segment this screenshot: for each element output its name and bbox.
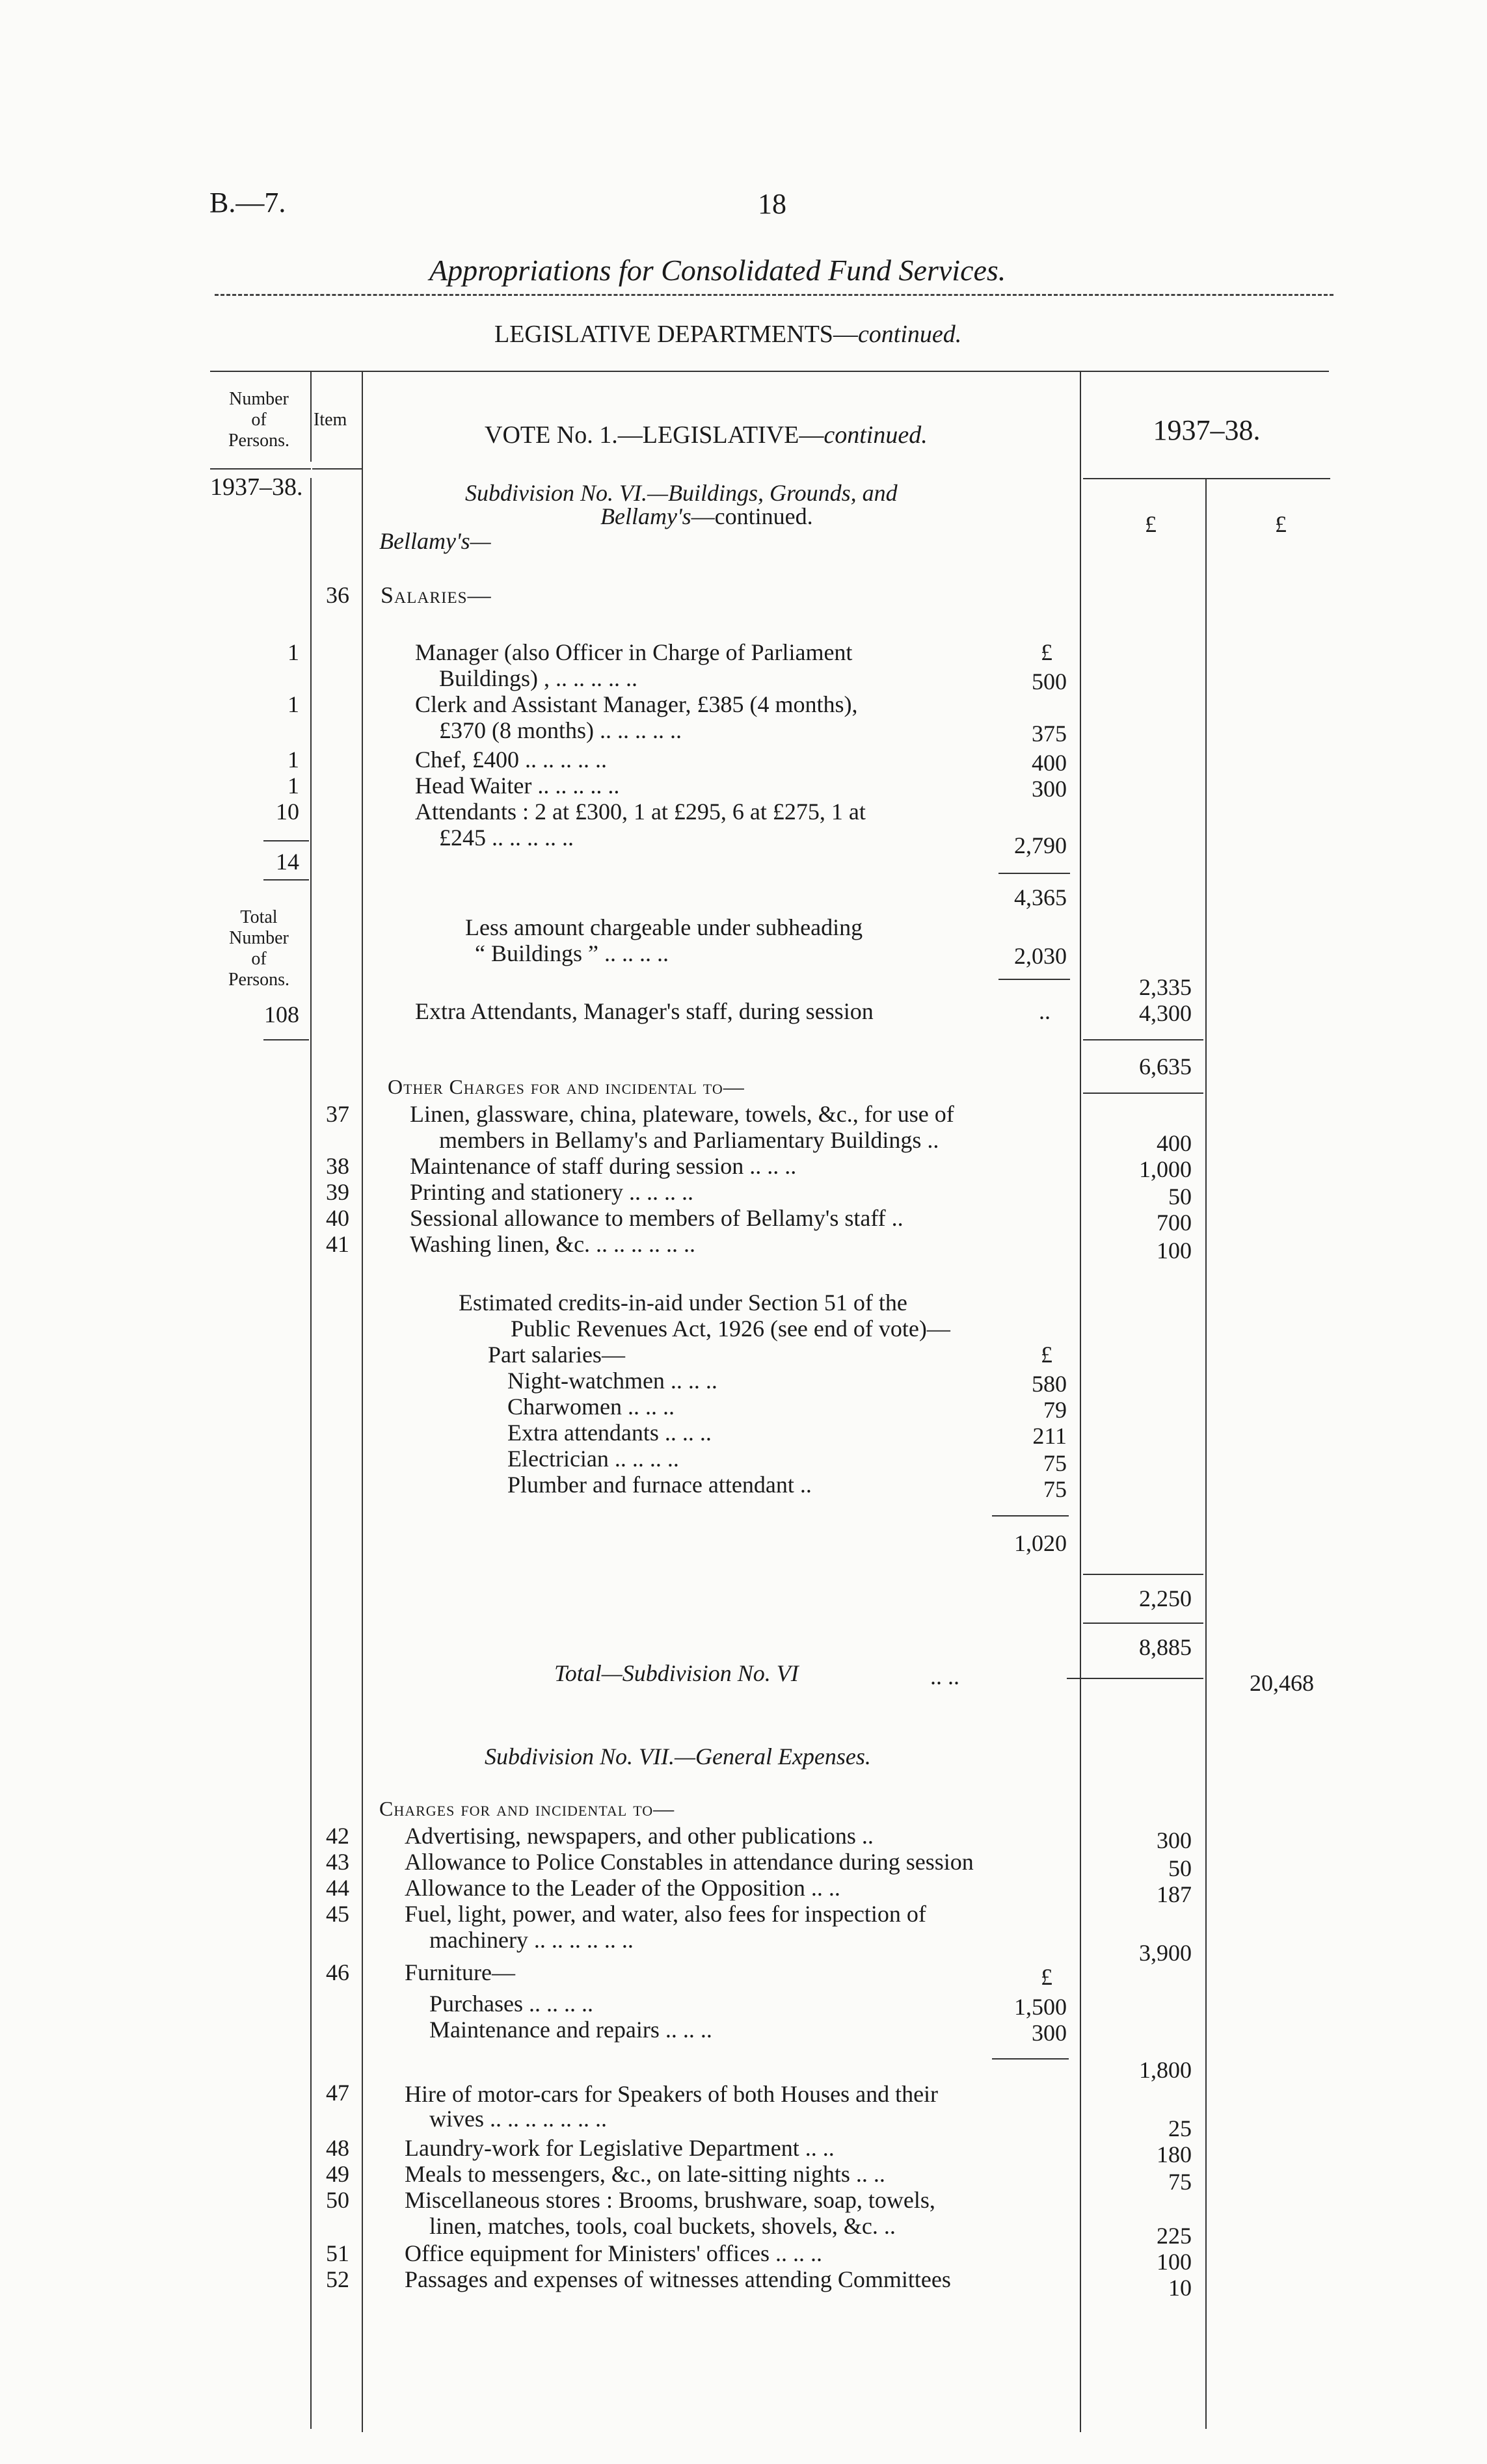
extra-dots: .. xyxy=(1039,998,1051,1024)
amount-head-waiter: 300 xyxy=(1032,776,1067,802)
total-subdivision-vi-label: Total—Subdivision No. VI xyxy=(554,1660,799,1686)
less-rule xyxy=(998,979,1070,980)
amount-stores: 225 xyxy=(1157,2223,1192,2249)
salaries-net: 2,335 xyxy=(1139,974,1192,1000)
amount-passages: 10 xyxy=(1168,2275,1192,2301)
expense-stores: Miscellaneous stores : Brooms, brushware, soap, towels, xyxy=(405,2187,935,2213)
item-45: 45 xyxy=(326,1901,349,1927)
furniture-maintenance-amount: 300 xyxy=(1032,2020,1067,2046)
expense-meals: Meals to messengers, &c., on late-sitting nights .. .. xyxy=(405,2161,885,2187)
running-title: Appropriations for Consolidated Fund Services. xyxy=(429,254,1006,287)
other-total-rule-2 xyxy=(1083,1623,1203,1624)
subdivision-vi-title-2: Bellamy's—continued. xyxy=(600,503,813,529)
persons-col-rule-2 xyxy=(310,478,312,2429)
credits-pound: £ xyxy=(1041,1342,1052,1368)
amount-sessional: 700 xyxy=(1157,1210,1192,1236)
item-38: 38 xyxy=(326,1153,349,1179)
credits-in-aid: Estimated credits-in-aid under Section 51 of the xyxy=(459,1290,907,1316)
page-ref: B.—7. xyxy=(209,187,286,219)
salary-attendants: Attendants : 2 at £300, 1 at £295, 6 at £275, 1 at xyxy=(415,799,866,825)
total-persons: 108 xyxy=(264,1001,299,1027)
credit-plumber: Plumber and furnace attendant .. xyxy=(507,1472,812,1498)
part-salaries: Part salaries— xyxy=(488,1342,625,1368)
persons-head-rule xyxy=(210,468,311,470)
credit-plumber-amount: 75 xyxy=(1043,1476,1067,1502)
item-52: 52 xyxy=(326,2266,349,2292)
amount-maintenance: 1,000 xyxy=(1139,1156,1192,1182)
amount-printing: 50 xyxy=(1168,1184,1192,1210)
item-49: 49 xyxy=(326,2161,349,2187)
expense-advertising: Advertising, newspapers, and other publications .. xyxy=(405,1823,874,1849)
bellamys-heading: Bellamy's— xyxy=(379,528,491,554)
item-40: 40 xyxy=(326,1205,349,1231)
item-51: 51 xyxy=(326,2240,349,2266)
subdivision-vii-title: Subdivision No. VII.—General Expenses. xyxy=(485,1743,871,1769)
persons-bottom-rule xyxy=(263,1039,309,1040)
less-chargeable-2: “ Buildings ” .. .. .. .. xyxy=(475,940,669,966)
furniture-heading: Furniture— xyxy=(405,1959,515,1985)
item-43: 43 xyxy=(326,1849,349,1875)
total-subdivision-vi-amount: 20,468 xyxy=(1250,1670,1314,1696)
expense-police: Allowance to Police Constables in attendance during session xyxy=(405,1849,974,1875)
extra-attendants: Extra Attendants, Manager's staff, during session xyxy=(415,998,874,1024)
less-amount: 2,030 xyxy=(1014,943,1067,969)
vote-title: VOTE No. 1.—LEGISLATIVE—continued. xyxy=(485,421,928,449)
subdivision-vi-grand: 8,885 xyxy=(1139,1634,1192,1660)
furniture-maintenance: Maintenance and repairs .. .. .. xyxy=(429,2017,712,2043)
persons-attendants: 10 xyxy=(276,799,299,825)
charge-sessional: Sessional allowance to members of Bellamy's staff .. xyxy=(410,1205,904,1231)
pound-col-2: £ xyxy=(1275,511,1287,537)
header-rule xyxy=(215,294,1333,296)
table-top-rule xyxy=(210,371,1329,372)
salary-clerk: Clerk and Assistant Manager, £385 (4 months), xyxy=(415,691,858,717)
other-total: 2,250 xyxy=(1139,1585,1192,1611)
pound-col-1: £ xyxy=(1145,511,1157,537)
amount-linen: 400 xyxy=(1157,1130,1192,1156)
year-heading: 1937–38. xyxy=(1153,414,1261,446)
credit-nightwatchmen-amount: 580 xyxy=(1032,1371,1067,1397)
subdivision-vii-heading: Charges for and incidental to— xyxy=(379,1797,675,1820)
page-number: 18 xyxy=(758,188,786,220)
item-48: 48 xyxy=(326,2135,349,2161)
credit-charwomen: Charwomen .. .. .. xyxy=(507,1394,675,1420)
other-charges-heading: Other Charges for and incidental to— xyxy=(388,1075,745,1098)
charge-washing: Washing linen, &c. .. .. .. .. .. .. xyxy=(410,1231,696,1257)
charge-linen: Linen, glassware, china, plateware, towels, &c., for use of xyxy=(410,1101,954,1127)
salary-clerk-2: £370 (8 months) .. .. .. .. .. xyxy=(439,717,682,743)
amount-fuel: 3,900 xyxy=(1139,1940,1192,1966)
subdivision-vi-title: Subdivision No. VI.—Buildings, Grounds, and xyxy=(465,480,898,506)
expense-passages: Passages and expenses of witnesses attending Committees xyxy=(405,2266,951,2292)
item-50: 50 xyxy=(326,2187,349,2213)
persons-total-rule xyxy=(263,879,309,881)
salary-head-waiter: Head Waiter .. .. .. .. .. xyxy=(415,773,620,799)
persons-head-waiter: 1 xyxy=(288,773,299,799)
credits-total: 1,020 xyxy=(1014,1530,1067,1556)
amount-washing: 100 xyxy=(1157,1238,1192,1264)
amount-clerk: 375 xyxy=(1032,721,1067,747)
amount-opposition: 187 xyxy=(1157,1881,1192,1907)
salaries-subtotal-rule xyxy=(998,873,1070,874)
credit-nightwatchmen: Night-watchmen .. .. .. xyxy=(507,1368,717,1394)
year-head-rule xyxy=(1083,478,1330,479)
persons-chef: 1 xyxy=(288,747,299,773)
total-persons-heading: Total Number of Persons. xyxy=(228,907,290,990)
amount-col-left-rule xyxy=(1080,371,1081,2432)
salary-chef: Chef, £400 .. .. .. .. .. xyxy=(415,747,607,773)
expense-office-equipment: Office equipment for Ministers' offices .. .. .. xyxy=(405,2240,823,2266)
persons-year: 1937–38. xyxy=(210,473,303,501)
furniture-total: 1,800 xyxy=(1139,2057,1192,2083)
grand-rule xyxy=(1067,1678,1203,1679)
persons-total-14: 14 xyxy=(276,849,299,875)
charge-linen-2: members in Bellamy's and Parliamentary Buildings .. xyxy=(439,1127,939,1153)
charge-printing: Printing and stationery .. .. .. .. xyxy=(410,1179,693,1205)
item-39: 39 xyxy=(326,1179,349,1205)
credit-extra-attendants: Extra attendants .. .. .. xyxy=(507,1420,712,1446)
credit-extra-attendants-amount: 211 xyxy=(1032,1423,1067,1449)
less-chargeable: Less amount chargeable under subheading xyxy=(465,914,863,940)
amount-meals: 75 xyxy=(1168,2169,1192,2195)
item-37: 37 xyxy=(326,1101,349,1127)
expense-stores-2: linen, matches, tools, coal buckets, shovels, &c. .. xyxy=(429,2213,896,2239)
salaries-total: 6,635 xyxy=(1139,1053,1192,1080)
salaries-heading: Salaries— xyxy=(381,582,492,608)
salary-manager-2: Buildings) , .. .. .. .. .. xyxy=(439,665,638,691)
persons-sum-rule xyxy=(263,840,309,841)
expense-opposition: Allowance to the Leader of the Opposition .. .. xyxy=(405,1875,840,1901)
item-47: 47 xyxy=(326,2080,349,2106)
persons-col-rule xyxy=(310,371,312,462)
salaries-subtotal: 4,365 xyxy=(1014,884,1067,910)
total-subdivision-vi-dots: .. .. xyxy=(930,1663,959,1689)
salary-manager: Manager (also Officer in Charge of Parliament xyxy=(415,639,853,665)
amount-col-mid-rule xyxy=(1205,478,1207,2429)
credits-in-aid-2: Public Revenues Act, 1926 (see end of vote)— xyxy=(511,1316,950,1342)
credit-charwomen-amount: 79 xyxy=(1043,1397,1067,1423)
furniture-pound: £ xyxy=(1041,1964,1052,1990)
amount-chef: 400 xyxy=(1032,750,1067,776)
charge-maintenance: Maintenance of staff during session .. .. .. xyxy=(410,1153,797,1179)
item-44: 44 xyxy=(326,1875,349,1901)
expense-laundry: Laundry-work for Legislative Department .. .. xyxy=(405,2135,835,2161)
item-41: 41 xyxy=(326,1231,349,1257)
salaries-pound: £ xyxy=(1041,639,1052,665)
salaries-total-rule xyxy=(1083,1039,1203,1040)
expense-fuel: Fuel, light, power, and water, also fees for inspection of xyxy=(405,1901,926,1927)
amount-manager: 500 xyxy=(1032,669,1067,695)
furniture-purchases: Purchases .. .. .. .. xyxy=(429,1991,593,2017)
credits-rule xyxy=(992,1515,1069,1517)
item-46: 46 xyxy=(326,1959,349,1985)
item-36: 36 xyxy=(326,582,349,608)
item-head-rule xyxy=(312,468,362,470)
credit-electrician: Electrician .. .. .. .. xyxy=(507,1446,679,1472)
salary-attendants-2: £245 .. .. .. .. .. xyxy=(439,825,574,851)
persons-manager: 1 xyxy=(288,639,299,665)
section-title: LEGISLATIVE DEPARTMENTS—continued. xyxy=(494,321,962,348)
other-total-rule xyxy=(1083,1574,1203,1575)
item-42: 42 xyxy=(326,1823,349,1849)
item-col-rule xyxy=(362,371,363,2432)
extra-amount: 4,300 xyxy=(1139,1000,1192,1026)
persons-heading: Number of Persons. xyxy=(228,389,290,451)
furniture-rule xyxy=(992,2058,1069,2060)
amount-laundry: 180 xyxy=(1157,2141,1192,2167)
amount-attendants: 2,790 xyxy=(1014,832,1067,858)
furniture-purchases-amount: 1,500 xyxy=(1014,1994,1067,2020)
amount-advertising: 300 xyxy=(1157,1827,1192,1853)
expense-motor-cars-2: wives .. .. .. .. .. .. .. xyxy=(429,2106,607,2132)
amount-police: 50 xyxy=(1168,1855,1192,1881)
amount-motor-cars: 25 xyxy=(1168,2115,1192,2141)
persons-clerk: 1 xyxy=(288,691,299,717)
expense-fuel-2: machinery .. .. .. .. .. .. xyxy=(429,1927,634,1953)
credit-electrician-amount: 75 xyxy=(1043,1450,1067,1476)
salaries-total-rule-2 xyxy=(1083,1093,1203,1094)
item-heading: Item xyxy=(314,410,347,430)
amount-office-equipment: 100 xyxy=(1157,2249,1192,2275)
expense-motor-cars: Hire of motor-cars for Speakers of both Houses and their xyxy=(405,2081,939,2107)
